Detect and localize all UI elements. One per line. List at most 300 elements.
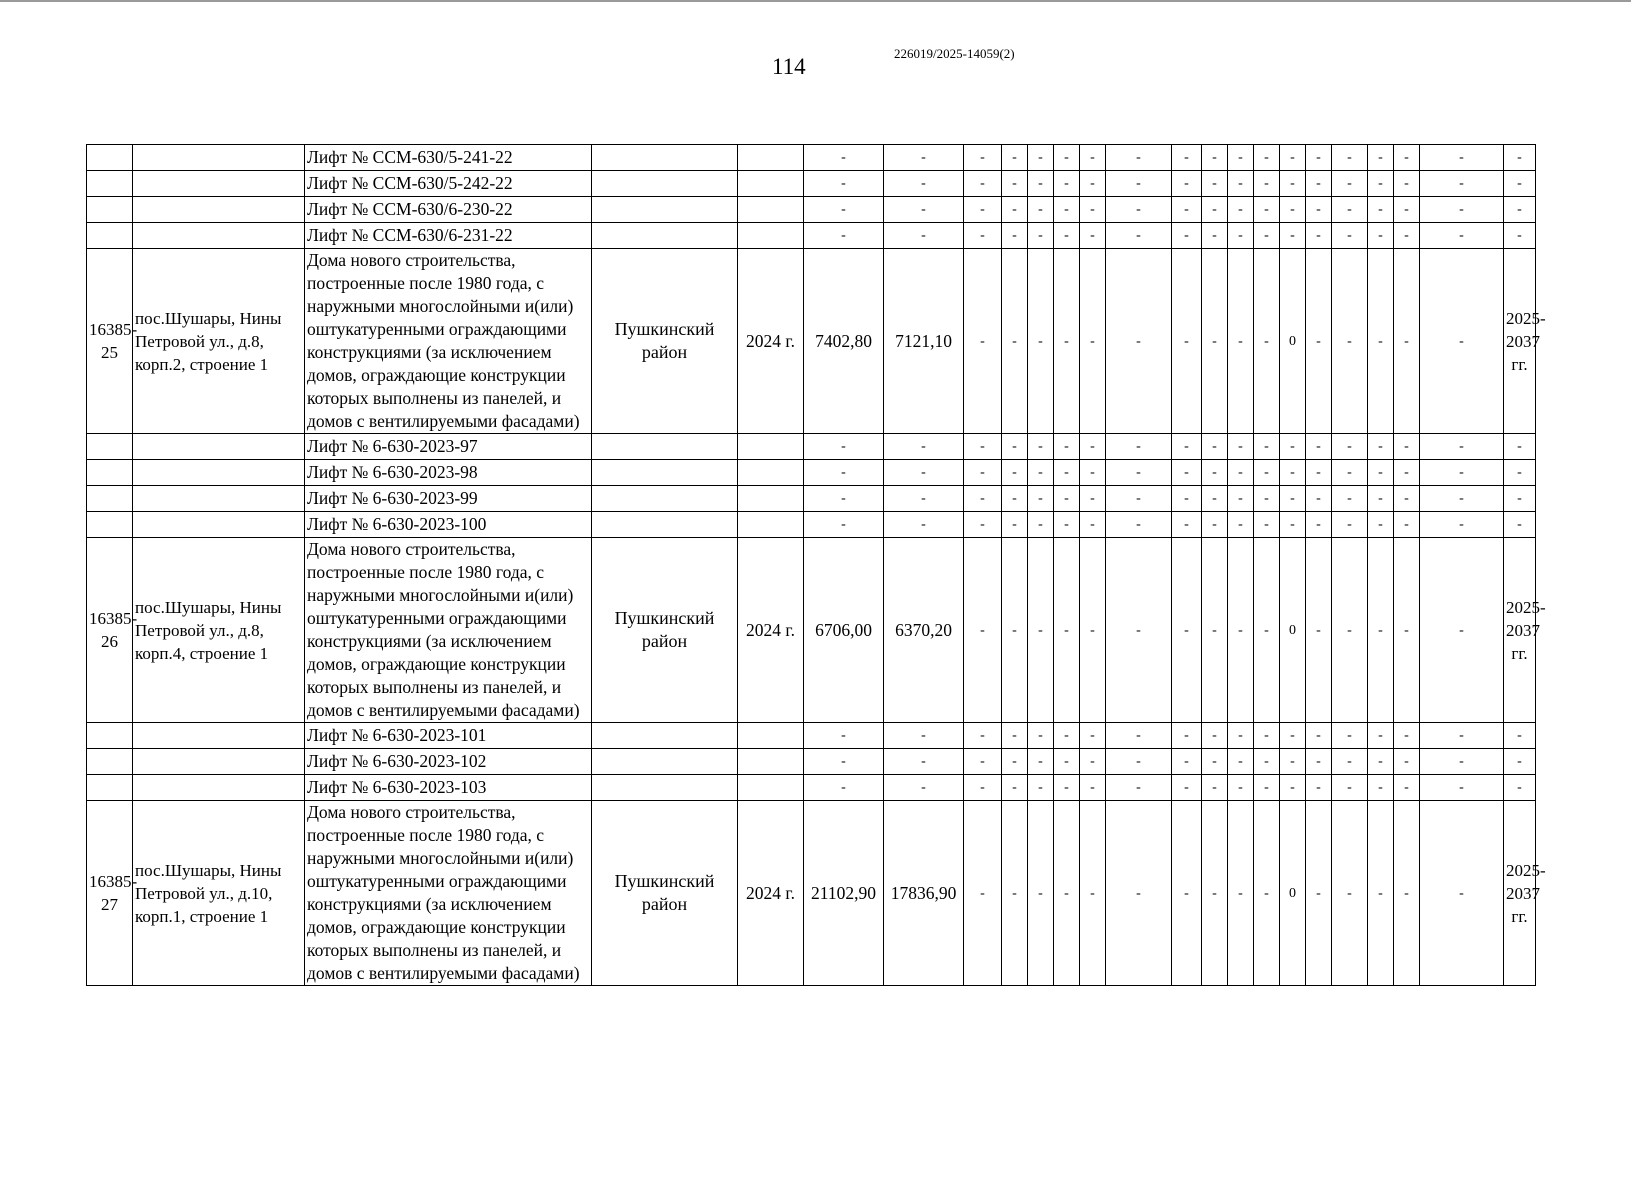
value-dash: - [1228,171,1254,197]
value-dash: - [1106,723,1172,749]
row-year-cell [738,723,804,749]
value-dash: - [1228,434,1254,460]
schedule-dash: - [1504,145,1536,171]
value-dash: - [1106,460,1172,486]
value-dash: - [1368,538,1394,723]
value-dash: - [964,538,1002,723]
value-dash: - [1054,512,1080,538]
schedule-dash: - [1504,512,1536,538]
value-dash: - [1368,486,1394,512]
house-row [87,538,1536,723]
value-dash: - [1054,486,1080,512]
row-district-cell [592,486,738,512]
value-dash: - [1228,223,1254,249]
value-dash: - [1002,434,1028,460]
row-address-cell [133,775,305,801]
house-code: 16385-26 [87,538,133,723]
value-dash: - [964,775,1002,801]
commission-year: 2024 г. [738,249,804,434]
value-dash: - [1002,460,1028,486]
value-dash: - [1002,775,1028,801]
value-dash: - [1394,197,1420,223]
value-dash: - [1254,775,1280,801]
value-dash: - [1106,171,1172,197]
lift-name: Лифт № 6-630-2023-102 [305,749,592,775]
value-dash: - [1172,538,1202,723]
schedule-dash: - [1504,197,1536,223]
house-district: Пушкинский район [592,801,738,986]
row-district-cell [592,171,738,197]
area-living-dash: - [884,723,964,749]
value-dash: - [1106,145,1172,171]
value-dash: - [1054,801,1080,986]
value-dash: - [1254,460,1280,486]
value-dash: - [1228,249,1254,434]
value-dash: - [1202,512,1228,538]
value-dash: - [1228,723,1254,749]
area-living-dash: - [884,171,964,197]
value-dash: - [1080,197,1106,223]
value-dash: - [1280,486,1306,512]
value-dash: - [1172,249,1202,434]
value-dash: - [1254,512,1280,538]
value-dash: - [1332,486,1368,512]
value-dash: - [1254,197,1280,223]
value-dash: - [1306,801,1332,986]
value-dash: - [1280,197,1306,223]
value-dash: - [1254,434,1280,460]
area-living-dash: - [884,460,964,486]
row-year-cell [738,223,804,249]
area-total-dash: - [804,512,884,538]
value-dash: - [1106,197,1172,223]
value-dash: - [1368,749,1394,775]
value-dash: - [1172,171,1202,197]
row-code-cell [87,749,133,775]
value-dash: - [964,249,1002,434]
area-living-dash: - [884,223,964,249]
value-dash: - [1332,723,1368,749]
value-dash: - [1332,775,1368,801]
area-living-dash: - [884,197,964,223]
row-district-cell [592,512,738,538]
value-dash: - [1306,538,1332,723]
value-dash: - [1028,775,1054,801]
value-dash: - [1054,145,1080,171]
row-address-cell [133,749,305,775]
house-address: пос.Шушары, Нины Петровой ул., д.8, корп.4, строение 1 [133,538,305,723]
row-district-cell [592,145,738,171]
row-address-cell [133,512,305,538]
lift-row [87,145,1536,171]
area-total-dash: - [804,197,884,223]
value-dash: - [1368,801,1394,986]
value-dash: - [1368,775,1394,801]
value-dash: - [964,801,1002,986]
value-dash: - [1028,434,1054,460]
row-year-cell [738,775,804,801]
value-dash: - [1172,197,1202,223]
repair-schedule: 2025-2037 гг. [1504,801,1536,986]
row-code-cell [87,723,133,749]
value-dash: - [1106,801,1172,986]
value-dash: - [1306,249,1332,434]
value-dash: - [1054,197,1080,223]
value-dash: - [1002,538,1028,723]
value-dash: - [1228,801,1254,986]
lift-name: Лифт № ССМ-630/6-230-22 [305,197,592,223]
value-dash: - [1332,171,1368,197]
schedule-dash: - [1504,749,1536,775]
house-row [87,801,1536,986]
value-dash: - [1028,460,1054,486]
value-dash: - [1080,775,1106,801]
scan-edge-line [0,0,1631,2]
value-dash: - [1420,249,1504,434]
value-dash: - [1332,538,1368,723]
value-dash: - [1368,145,1394,171]
value-dash: - [1280,223,1306,249]
value-dash: - [1228,486,1254,512]
house-row [87,249,1536,434]
house-description: Дома нового строительства, построенные после 1980 года, с наружными многослойными и(или) оштукатуренными ограждающими конструкциями (за исключением домов, ограждающие конструкции которых выполнены из панелей, и домов с вентилируемыми фасадами) [305,801,592,986]
value-dash: - [1106,538,1172,723]
value-dash: - [1420,801,1504,986]
value-dash: - [1172,434,1202,460]
area-living: 6370,20 [884,538,964,723]
row-code-cell [87,486,133,512]
value-dash: - [1332,223,1368,249]
value-dash: - [1420,538,1504,723]
value-dash: - [964,460,1002,486]
lift-row [87,434,1536,460]
value-dash: - [1332,249,1368,434]
area-total-dash: - [804,723,884,749]
row-code-cell [87,171,133,197]
value-dash: - [1172,223,1202,249]
value-dash: - [1172,145,1202,171]
value-dash: - [1202,486,1228,512]
value-dash: - [1002,171,1028,197]
value-dash: - [1080,486,1106,512]
lift-name: Лифт № 6-630-2023-103 [305,775,592,801]
schedule-dash: - [1504,171,1536,197]
value-dash: - [1172,512,1202,538]
row-year-cell [738,749,804,775]
value-dash: - [964,486,1002,512]
value-zero: 0 [1280,249,1306,434]
area-living-dash: - [884,486,964,512]
row-address-cell [133,145,305,171]
value-dash: - [1420,223,1504,249]
value-dash: - [1394,538,1420,723]
lift-row [87,197,1536,223]
lift-name: Лифт № ССМ-630/5-242-22 [305,171,592,197]
house-district: Пушкинский район [592,538,738,723]
value-dash: - [1332,197,1368,223]
value-dash: - [1228,197,1254,223]
value-dash: - [1280,775,1306,801]
value-dash: - [1080,512,1106,538]
row-address-cell [133,171,305,197]
value-dash: - [1306,460,1332,486]
area-total-dash: - [804,486,884,512]
repair-schedule: 2025-2037 гг. [1504,538,1536,723]
value-dash: - [1002,512,1028,538]
value-dash: - [1202,223,1228,249]
value-dash: - [1394,434,1420,460]
value-dash: - [1306,171,1332,197]
value-dash: - [1254,801,1280,986]
value-dash: - [964,197,1002,223]
value-dash: - [1420,486,1504,512]
value-dash: - [1054,749,1080,775]
value-dash: - [1002,145,1028,171]
value-dash: - [1080,538,1106,723]
value-dash: - [1280,145,1306,171]
value-dash: - [1002,249,1028,434]
area-total-dash: - [804,749,884,775]
area-living: 17836,90 [884,801,964,986]
row-district-cell [592,749,738,775]
value-dash: - [1306,512,1332,538]
value-dash: - [1002,801,1028,986]
value-dash: - [1080,723,1106,749]
value-dash: - [1228,749,1254,775]
house-code: 16385-27 [87,801,133,986]
area-total-dash: - [804,775,884,801]
commission-year: 2024 г. [738,538,804,723]
value-dash: - [1368,223,1394,249]
value-dash: - [1368,512,1394,538]
value-dash: - [1172,486,1202,512]
row-code-cell [87,145,133,171]
value-dash: - [1306,434,1332,460]
value-dash: - [1394,249,1420,434]
row-year-cell [738,460,804,486]
value-dash: - [1420,723,1504,749]
value-dash: - [1054,775,1080,801]
area-total-dash: - [804,223,884,249]
value-dash: - [1280,460,1306,486]
schedule-dash: - [1504,723,1536,749]
value-dash: - [964,512,1002,538]
lift-name: Лифт № 6-630-2023-98 [305,460,592,486]
value-dash: - [1228,145,1254,171]
lift-name: Лифт № ССМ-630/6-231-22 [305,223,592,249]
value-dash: - [1172,723,1202,749]
value-dash: - [1002,749,1028,775]
value-dash: - [1280,723,1306,749]
value-dash: - [1172,775,1202,801]
value-dash: - [1228,460,1254,486]
house-address: пос.Шушары, Нины Петровой ул., д.8, корп.2, строение 1 [133,249,305,434]
value-dash: - [1394,775,1420,801]
lift-row [87,486,1536,512]
housing-registry-table [86,144,1546,986]
value-dash: - [1002,723,1028,749]
value-dash: - [1306,197,1332,223]
value-dash: - [1394,145,1420,171]
value-dash: - [1080,249,1106,434]
value-dash: - [1254,723,1280,749]
value-dash: - [1002,197,1028,223]
value-dash: - [964,171,1002,197]
value-dash: - [1254,223,1280,249]
value-dash: - [1106,775,1172,801]
value-dash: - [1202,723,1228,749]
value-dash: - [1368,249,1394,434]
row-district-cell [592,197,738,223]
value-dash: - [1368,460,1394,486]
row-code-cell [87,434,133,460]
value-dash: - [1172,801,1202,986]
row-address-cell [133,460,305,486]
value-dash: - [1028,223,1054,249]
value-dash: - [1028,171,1054,197]
lift-name: Лифт № 6-630-2023-101 [305,723,592,749]
value-dash: - [1106,512,1172,538]
value-dash: - [1332,512,1368,538]
value-dash: - [1394,460,1420,486]
value-dash: - [1280,749,1306,775]
value-dash: - [1202,171,1228,197]
value-dash: - [1106,223,1172,249]
row-year-cell [738,486,804,512]
value-dash: - [1202,801,1228,986]
value-dash: - [1172,749,1202,775]
row-year-cell [738,197,804,223]
lift-row [87,723,1536,749]
value-dash: - [1280,434,1306,460]
row-district-cell [592,434,738,460]
value-dash: - [1332,434,1368,460]
area-living-dash: - [884,434,964,460]
value-dash: - [1172,460,1202,486]
value-dash: - [1054,460,1080,486]
value-dash: - [1028,249,1054,434]
value-dash: - [1202,249,1228,434]
row-district-cell [592,723,738,749]
value-dash: - [1028,723,1054,749]
row-code-cell [87,223,133,249]
value-dash: - [1202,775,1228,801]
lift-row [87,460,1536,486]
value-dash: - [1394,512,1420,538]
value-dash: - [1254,145,1280,171]
value-dash: - [1028,486,1054,512]
value-dash: - [1054,538,1080,723]
value-dash: - [1254,249,1280,434]
value-dash: - [1080,145,1106,171]
row-address-cell [133,434,305,460]
value-dash: - [1332,460,1368,486]
value-dash: - [1306,145,1332,171]
house-description: Дома нового строительства, построенные после 1980 года, с наружными многослойными и(или) оштукатуренными ограждающими конструкциями (за исключением домов, ограждающие конструкции которых выполнены из панелей, и домов с вентилируемыми фасадами) [305,538,592,723]
schedule-dash: - [1504,223,1536,249]
value-dash: - [1228,512,1254,538]
value-dash: - [1332,801,1368,986]
row-year-cell [738,171,804,197]
value-dash: - [1368,723,1394,749]
value-dash: - [1306,486,1332,512]
value-dash: - [1106,249,1172,434]
value-dash: - [1254,171,1280,197]
value-dash: - [1028,801,1054,986]
row-code-cell [87,460,133,486]
row-district-cell [592,460,738,486]
value-dash: - [1106,749,1172,775]
row-year-cell [738,145,804,171]
row-address-cell [133,486,305,512]
value-dash: - [1080,434,1106,460]
lift-name: Лифт № 6-630-2023-100 [305,512,592,538]
value-dash: - [1202,434,1228,460]
area-total: 21102,90 [804,801,884,986]
value-dash: - [1202,145,1228,171]
lift-name: Лифт № ССМ-630/5-241-22 [305,145,592,171]
value-dash: - [1306,223,1332,249]
value-dash: - [964,434,1002,460]
area-living: 7121,10 [884,249,964,434]
schedule-dash: - [1504,775,1536,801]
value-dash: - [1228,775,1254,801]
value-dash: - [1054,434,1080,460]
area-living-dash: - [884,512,964,538]
row-district-cell [592,223,738,249]
value-dash: - [1394,486,1420,512]
value-dash: - [1420,749,1504,775]
value-dash: - [1394,223,1420,249]
value-dash: - [1106,434,1172,460]
value-dash: - [1202,538,1228,723]
value-dash: - [1394,723,1420,749]
value-dash: - [1080,749,1106,775]
value-dash: - [1202,197,1228,223]
value-dash: - [964,223,1002,249]
value-dash: - [1420,460,1504,486]
value-dash: - [1368,171,1394,197]
value-dash: - [1306,775,1332,801]
row-year-cell [738,512,804,538]
lift-row [87,223,1536,249]
row-year-cell [738,434,804,460]
value-dash: - [1080,801,1106,986]
value-dash: - [1306,723,1332,749]
value-dash: - [1002,223,1028,249]
value-zero: 0 [1280,801,1306,986]
value-dash: - [1028,512,1054,538]
value-dash: - [964,723,1002,749]
value-dash: - [1394,801,1420,986]
house-code: 16385-25 [87,249,133,434]
area-total-dash: - [804,434,884,460]
value-dash: - [1420,171,1504,197]
house-district: Пушкинский район [592,249,738,434]
value-dash: - [1054,249,1080,434]
area-total: 6706,00 [804,538,884,723]
value-dash: - [1254,749,1280,775]
value-dash: - [1080,460,1106,486]
area-total: 7402,80 [804,249,884,434]
house-address: пос.Шушары, Нины Петровой ул., д.10, корп.1, строение 1 [133,801,305,986]
lift-row [87,171,1536,197]
area-total-dash: - [804,145,884,171]
value-dash: - [1228,538,1254,723]
area-living-dash: - [884,145,964,171]
lift-row [87,775,1536,801]
row-address-cell [133,223,305,249]
